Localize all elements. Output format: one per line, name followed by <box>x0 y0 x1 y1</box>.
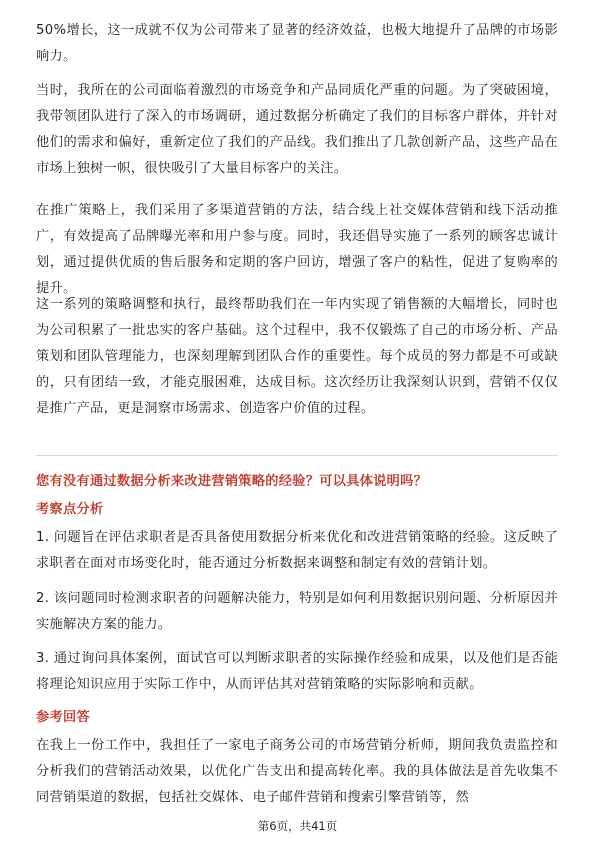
body-paragraph: 在推广策略上，我们采用了多渠道营销的方法，结合线上社交媒体营销和线下活动推广，有效提高了品牌曝光率和用户参与度。同时，我还倡导实施了一系列的顾客忠诚计划，通过提供优质的售后服务和定期的客户回访，增强了客户的粘性，促进了复购率的提升。 <box>36 203 558 296</box>
body-paragraph: 当时，我所在的公司面临着激烈的市场竞争和产品同质化严重的问题。为了突破困境，我带领团队进行了深入的市场调研，通过数据分析确定了我们的目标客户群体，并针对他们的需求和偏好，重新定位了我们的产品线。我们推出了几款创新产品，这些产品在市场上独树一帜，很快吸引了大量目标客户的关注。 <box>36 83 558 176</box>
body-paragraph: 50%增长，这一成就不仅为公司带来了显著的经济效益，也极大地提升了品牌的市场影响力。 <box>36 23 558 64</box>
analysis-item: 1. 问题旨在评估求职者是否具备使用数据分析来优化和改进营销策略的经验。这反映了求职者在面对市场变化时，能否通过分析数据来调整和制定有效的营销计划。 <box>36 530 558 571</box>
analysis-item: 3. 通过询问具体案例，面试官可以判断求职者的实际操作经验和成果，以及他们是否能将理论知识应用于实际工作中，从而评估其对营销策略的实际影响和贡献。 <box>36 651 558 692</box>
analysis-title: 考察点分析 <box>36 502 104 517</box>
answer-text: 在我上一份工作中，我担任了一家电子商务公司的市场营销分析师，期间我负责监控和分析我们的营销活动效果，以优化广告支出和提高转化率。我的具体做法是首先收集不同营销渠道的数据，包括社交媒体、电子邮件营销和搜索引擎营销等，然 <box>36 738 558 805</box>
body-paragraph: 这一系列的策略调整和执行，最终帮助我们在一年内实现了销售额的大幅增长，同时也为公司积累了一批忠实的客户基础。这个过程中，我不仅锻炼了自己的市场分析、产品策划和团队管理能力，也深刻理解到团队合作的重要性。每个成员的努力都是不可或缺的，只有团结一致，才能克服困难，达成目标。这次经历让我深刻认识到，营销不仅仅是推广产品，更是洞察市场需求、创造客户价值的过程。 <box>36 297 558 416</box>
analysis-item: 2. 该问题同时检测求职者的问题解决能力，特别是如何利用数据识别问题、分析原因并实施解决方案的能力。 <box>36 591 558 632</box>
answer-title: 参考回答 <box>36 710 90 725</box>
interview-question: 您有没有通过数据分析来改进营销策略的经验？可以具体说明吗？ <box>36 474 428 489</box>
section-divider <box>36 455 558 456</box>
page-footer: 第6页，共41页 <box>257 819 338 833</box>
